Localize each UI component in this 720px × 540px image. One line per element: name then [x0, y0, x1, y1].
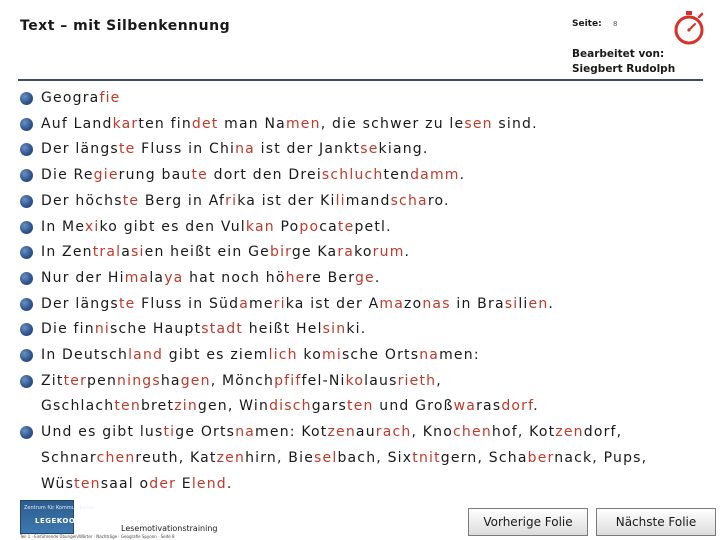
text-segment: gibt es ziem	[163, 347, 269, 364]
text-segment: pen	[87, 372, 118, 389]
highlighted-syllable: ter	[63, 372, 88, 389]
highlighted-syllable: se	[360, 141, 379, 158]
sentence-line	[41, 86, 710, 112]
highlighted-syllable: ten	[347, 398, 374, 415]
text-segment: und Groß	[373, 398, 454, 415]
highlighted-syllable: ko	[345, 372, 365, 389]
highlighted-syllable: a	[239, 295, 249, 312]
text-segment: ras	[476, 398, 502, 415]
sentence-line	[41, 343, 710, 369]
highlighted-syllable: gen	[180, 372, 211, 389]
text-segment: hirn, Bie	[245, 449, 315, 466]
text-segment: hof, Kot	[491, 424, 556, 441]
sentence-item	[20, 420, 710, 497]
highlighted-syllable: bir	[269, 244, 292, 261]
text-segment: au	[355, 424, 376, 441]
highlighted-syllable: chen	[453, 424, 492, 441]
text-segment: li	[518, 295, 529, 312]
text-segment: men: Kot	[255, 424, 328, 441]
text-segment: reuth, Kat	[135, 449, 217, 466]
sphere-bullet-icon	[20, 426, 33, 439]
header-divider	[18, 79, 703, 81]
highlighted-syllable: te	[337, 218, 355, 235]
editor-line-2: Siegbert Rudolph	[572, 63, 676, 75]
text-segment: man Na	[218, 115, 286, 132]
highlighted-syllable: ber	[527, 449, 555, 466]
highlighted-syllable: men	[285, 115, 321, 132]
text-segment: ki.	[346, 321, 367, 338]
highlighted-syllable: kan	[245, 218, 275, 235]
highlighted-syllable: si	[504, 295, 519, 312]
highlighted-syllable: fie	[99, 90, 121, 106]
highlighted-syllable: chen	[96, 449, 136, 466]
sentence-item	[20, 317, 710, 343]
text-segment: heißt Hel	[243, 321, 323, 338]
highlighted-syllable: zen	[327, 424, 356, 441]
sentence-line	[41, 266, 710, 292]
text-segment: in Bra	[450, 295, 505, 312]
text-segment: , Kno	[411, 424, 454, 441]
sphere-bullet-icon	[20, 169, 33, 182]
sentence-line	[41, 394, 710, 420]
highlighted-syllable: tnit	[412, 449, 441, 466]
text-segment: , Mönch	[210, 372, 275, 389]
sentence-line	[41, 137, 710, 163]
highlighted-syllable: sin	[322, 321, 347, 338]
page-number: 8	[613, 20, 618, 28]
sphere-bullet-icon	[20, 92, 33, 105]
highlighted-syllable: na	[235, 424, 256, 441]
highlighted-syllable: lich	[268, 347, 298, 364]
page-title: Text – mit Silbenkennung	[20, 18, 231, 34]
sentence-item	[20, 266, 710, 292]
text-segment: Der längs	[41, 141, 119, 158]
highlighted-syllable: te	[118, 295, 136, 312]
text-segment: In Zen	[41, 244, 93, 261]
sentence-item	[20, 112, 710, 138]
highlighted-syllable: dorf	[501, 398, 534, 415]
text-segment: ten	[383, 167, 411, 184]
highlighted-syllable: lend	[191, 475, 227, 492]
text-segment: .	[533, 398, 539, 415]
sentence-line	[41, 112, 710, 138]
text-segment: Zit	[41, 372, 64, 389]
sentence-line	[41, 446, 710, 472]
text-segment: ka ist der Ki	[237, 192, 336, 209]
highlighted-syllable: det	[191, 115, 219, 132]
text-segment: Der längs	[41, 295, 119, 312]
highlighted-syllable: ge	[354, 269, 375, 286]
logo-text: Zentrum für Kommunikation	[24, 505, 95, 511]
highlighted-syllable: he	[285, 269, 306, 286]
highlighted-syllable: si	[131, 244, 145, 261]
text-segment: la	[149, 269, 165, 286]
text-segment: ro.	[427, 192, 450, 209]
highlighted-syllable: po	[299, 218, 320, 235]
text-segment: ,	[436, 372, 442, 389]
text-segment: ko	[297, 347, 322, 364]
highlighted-syllable: ten	[114, 398, 141, 415]
text-segment: In Deutsch	[41, 347, 129, 364]
text-segment: Und es gibt lus	[41, 424, 164, 441]
text-segment: nack, Pups,	[554, 449, 648, 466]
text-segment: bach, Six	[337, 449, 413, 466]
text-segment: gen, Win	[197, 398, 270, 415]
sentence-line	[41, 189, 710, 215]
text-segment: Geogra	[41, 90, 100, 106]
sphere-bullet-icon	[20, 272, 33, 285]
highlighted-syllable: ri	[225, 192, 238, 209]
highlighted-syllable: ra	[337, 244, 355, 261]
text-segment: .	[459, 167, 466, 184]
text-segment: Berg in Af	[139, 192, 226, 209]
highlighted-syllable: rieth	[397, 372, 437, 389]
text-segment: gern, Scha	[440, 449, 528, 466]
text-segment: ist der Jankt	[254, 141, 361, 158]
text-segment: petl.	[354, 218, 392, 235]
text-segment: Fluss in Chi	[135, 141, 236, 158]
text-segment: sche Orts	[341, 347, 420, 364]
footer-title: Lesemotivationstraining	[121, 524, 218, 533]
text-segment: Wüs	[41, 475, 75, 492]
text-segment: Po	[274, 218, 300, 235]
highlighted-syllable: land	[128, 347, 164, 364]
text-segment: hat noch hö	[183, 269, 286, 286]
highlighted-syllable: te	[122, 192, 140, 209]
text-segment: ca	[319, 218, 338, 235]
highlighted-syllable: ti	[163, 424, 176, 441]
text-segment: ka ist der A	[285, 295, 380, 312]
highlighted-syllable: pfif	[274, 372, 302, 389]
text-segment: mand	[345, 192, 391, 209]
text-segment: dort den Drei	[207, 167, 322, 184]
text-segment: en heißt ein Ge	[144, 244, 270, 261]
text-segment: Gschlach	[41, 398, 115, 415]
highlighted-syllable: en	[528, 295, 549, 312]
highlighted-syllable: ni	[94, 321, 110, 338]
footer-footnote: Teil 1 · Einführende Übungen/Wörter · Nachträge · Geografie Spyonn · Seite 8	[20, 534, 175, 539]
sphere-bullet-icon	[20, 349, 33, 362]
text-segment: E	[176, 475, 192, 492]
sphere-bullet-icon	[20, 143, 33, 156]
highlighted-syllable: tral	[92, 244, 122, 261]
text-segment: dorf,	[583, 424, 623, 441]
text-segment: a	[121, 244, 132, 261]
text-segment: fel-Ni	[301, 372, 346, 389]
text-segment: .	[548, 295, 555, 312]
stopwatch-icon[interactable]	[672, 10, 706, 46]
text-segment: men:	[439, 347, 480, 364]
highlighted-syllable: scha	[390, 192, 428, 209]
logo	[20, 500, 95, 534]
text-segment: laus	[364, 372, 398, 389]
sentence-item	[20, 343, 710, 369]
text-segment: kiang	[378, 141, 423, 158]
sentence-line	[41, 472, 710, 498]
highlighted-syllable: ya	[164, 269, 184, 286]
sphere-bullet-icon	[20, 246, 33, 259]
sentence-line	[41, 317, 710, 343]
highlighted-syllable: na	[419, 347, 440, 364]
sphere-bullet-icon	[20, 298, 33, 311]
highlighted-syllable: te	[191, 167, 208, 184]
text-segment: Nur der Hi	[41, 269, 125, 286]
next-slide-button[interactable]: Nächste Folie	[596, 508, 716, 536]
text-segment: Schnar	[41, 449, 97, 466]
highlighted-syllable: ri	[273, 295, 286, 312]
highlighted-syllable: mi	[322, 347, 342, 364]
sentence-line	[41, 292, 710, 318]
text-segment: sind.	[492, 115, 538, 132]
highlighted-syllable: nings	[117, 372, 161, 389]
sentence-line	[41, 215, 710, 241]
text-segment: In Me	[41, 218, 85, 235]
text-segment: saal o	[100, 475, 150, 492]
text-segment: ko	[354, 244, 373, 261]
text-segment: re Ber	[305, 269, 355, 286]
sentence-item	[20, 292, 710, 318]
sphere-bullet-icon	[20, 323, 33, 336]
highlighted-syllable: stadt	[201, 321, 244, 338]
text-segment: sche Haupt	[110, 321, 202, 338]
highlighted-syllable: rum	[372, 244, 405, 261]
text-segment: .	[404, 244, 411, 261]
text-segment: Auf Land	[41, 115, 113, 132]
highlighted-syllable: li	[335, 192, 346, 209]
sentence-item	[20, 369, 710, 420]
sentence-line	[41, 420, 710, 446]
highlighted-syllable: ma	[379, 295, 405, 312]
text-segment: rung bau	[118, 167, 192, 184]
sentence-item	[20, 137, 710, 163]
highlighted-syllable: sel	[314, 449, 338, 466]
highlighted-syllable: te	[118, 141, 136, 158]
highlighted-syllable: zen	[216, 449, 246, 466]
highlighted-syllable: rach	[375, 424, 412, 441]
text-segment: , die schwer zu le	[320, 115, 465, 132]
highlighted-syllable: na	[235, 141, 255, 158]
text-segment: gars	[311, 398, 348, 415]
highlighted-syllable: nas	[422, 295, 451, 312]
highlighted-syllable: sen	[464, 115, 493, 132]
sphere-bullet-icon	[20, 375, 33, 388]
sphere-bullet-icon	[20, 195, 33, 208]
sentence-item	[20, 189, 710, 215]
text-segment: Fluss in Süd	[135, 295, 240, 312]
text-segment: ten fin	[138, 115, 192, 132]
text-segment: .	[226, 475, 233, 492]
highlighted-syllable: der	[149, 475, 177, 492]
editor-line-1: Bearbeitet von:	[572, 48, 665, 60]
text-segment: .	[422, 141, 429, 158]
highlighted-syllable: zin	[174, 398, 198, 415]
sentence-line	[41, 369, 710, 395]
highlighted-syllable: xi	[84, 218, 100, 235]
sentence-item	[20, 240, 710, 266]
sentence-line	[41, 240, 710, 266]
text-segment: me	[249, 295, 274, 312]
text-segment: bret	[140, 398, 175, 415]
highlighted-syllable: kar	[112, 115, 139, 132]
highlighted-syllable: gie	[93, 167, 119, 184]
text-segment: ko gibt es den Vul	[99, 218, 246, 235]
sentence-list	[20, 86, 710, 497]
text-segment: ha	[160, 372, 181, 389]
highlighted-syllable: damm	[410, 167, 460, 184]
sphere-bullet-icon	[20, 221, 33, 234]
text-segment: ge Ka	[291, 244, 338, 261]
highlighted-syllable: ma	[124, 269, 150, 286]
text-segment: Der höchs	[41, 192, 123, 209]
text-segment: Die Re	[41, 167, 94, 184]
text-segment: .	[374, 269, 381, 286]
sentence-line	[41, 163, 710, 189]
text-segment: ge Orts	[175, 424, 236, 441]
logo-subtitle: LEGEKOOL	[35, 517, 81, 525]
previous-slide-button[interactable]: Vorherige Folie	[468, 508, 588, 536]
sentence-item	[20, 163, 710, 189]
text-segment: Die fin	[41, 321, 95, 338]
highlighted-syllable: zen	[555, 424, 584, 441]
editor-credit	[572, 47, 675, 77]
highlighted-syllable: wa	[453, 398, 477, 415]
highlighted-syllable: ten	[74, 475, 101, 492]
sentence-item	[20, 86, 710, 112]
highlighted-syllable: schluch	[321, 167, 384, 184]
sphere-bullet-icon	[20, 118, 33, 131]
sentence-item	[20, 215, 710, 241]
highlighted-syllable: disch	[269, 398, 312, 415]
page-label: Seite:	[572, 19, 602, 29]
text-segment: zo	[404, 295, 423, 312]
